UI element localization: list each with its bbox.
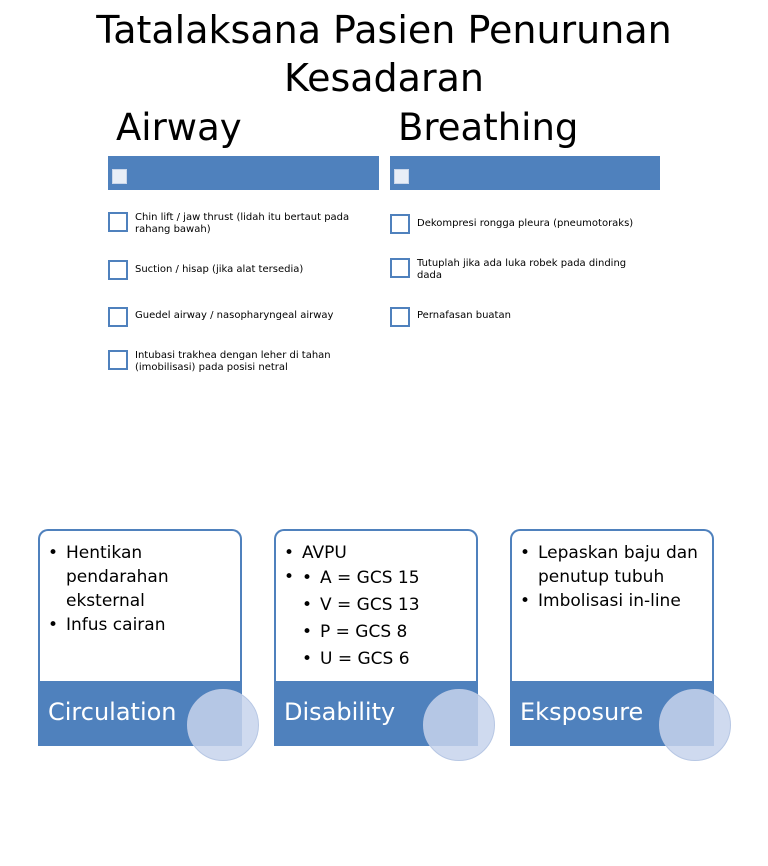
airway-header-bar [108, 156, 379, 190]
bullet-list [48, 541, 236, 637]
card-body [274, 529, 478, 689]
sub-bullet-list [284, 565, 472, 673]
card-label: Eksposure [520, 698, 644, 726]
checkbox[interactable] [108, 307, 128, 327]
sub-bullet-item: • U = GCS 6 [284, 646, 472, 673]
title-line-1: Tatalaksana Pasien Penurunan [96, 8, 672, 52]
circulation-card [38, 529, 242, 746]
airway-item-2 [108, 260, 370, 280]
checkbox[interactable] [390, 214, 410, 234]
item-text: Tutuplah jika ada luka robek pada dinding dada [417, 258, 627, 281]
card-label: Disability [284, 698, 396, 726]
disability-card [274, 529, 478, 746]
bullet-list [284, 541, 472, 673]
bullet-item: • Imbolisasi in-line [520, 589, 708, 613]
checkbox[interactable] [390, 258, 410, 278]
circle-decoration [187, 689, 259, 761]
item-text: Pernafasan buatan [417, 310, 511, 321]
breathing-header-bar [390, 156, 660, 190]
breathing-item-1 [390, 214, 652, 234]
airway-item-3 [108, 307, 370, 327]
breathing-item-3 [390, 307, 652, 327]
airway-header-checkbox[interactable] [112, 169, 127, 184]
item-text: Suction / hisap (jika alat tersedia) [135, 264, 304, 275]
checkbox[interactable] [390, 307, 410, 327]
sub-bullet-item: • P = GCS 8 [284, 619, 472, 646]
circle-decoration [659, 689, 731, 761]
breathing-header-checkbox[interactable] [394, 169, 409, 184]
checkbox[interactable] [108, 350, 128, 370]
checkbox[interactable] [108, 212, 128, 232]
item-text: Dekompresi rongga pleura (pneumotoraks) [417, 218, 634, 229]
bullet-item: • AVPU [284, 541, 472, 565]
item-text: Intubasi trakhea dengan leher di tahan (imobilisasi) pada posisi netral [135, 350, 331, 373]
card-body [38, 529, 242, 689]
airway-item-1 [108, 212, 370, 236]
bullet-list [520, 541, 708, 613]
breathing-heading: Breathing [398, 106, 579, 149]
bullet-item: • Hentikan pendarahan eksternal [48, 541, 236, 613]
item-text: Guedel airway / nasopharyngeal airway [135, 310, 334, 321]
sub-list-wrapper [284, 565, 472, 673]
page-title [0, 6, 768, 102]
card-label: Circulation [48, 698, 177, 726]
airway-heading: Airway [116, 106, 242, 149]
card-body [510, 529, 714, 689]
airway-item-4 [108, 350, 370, 374]
bullet-item: • Infus cairan [48, 613, 236, 637]
sub-bullet-item: • • A = GCS 15 [284, 565, 472, 592]
title-line-2: Kesadaran [284, 56, 484, 100]
circle-decoration [423, 689, 495, 761]
breathing-item-2 [390, 258, 652, 282]
bullet-item: • Lepaskan baju dan penutup tubuh [520, 541, 708, 589]
sub-bullet-item: • V = GCS 13 [284, 592, 472, 619]
eksposure-card [510, 529, 714, 746]
item-text: Chin lift / jaw thrust (lidah itu bertaut pada rahang bawah) [135, 212, 350, 235]
checkbox[interactable] [108, 260, 128, 280]
